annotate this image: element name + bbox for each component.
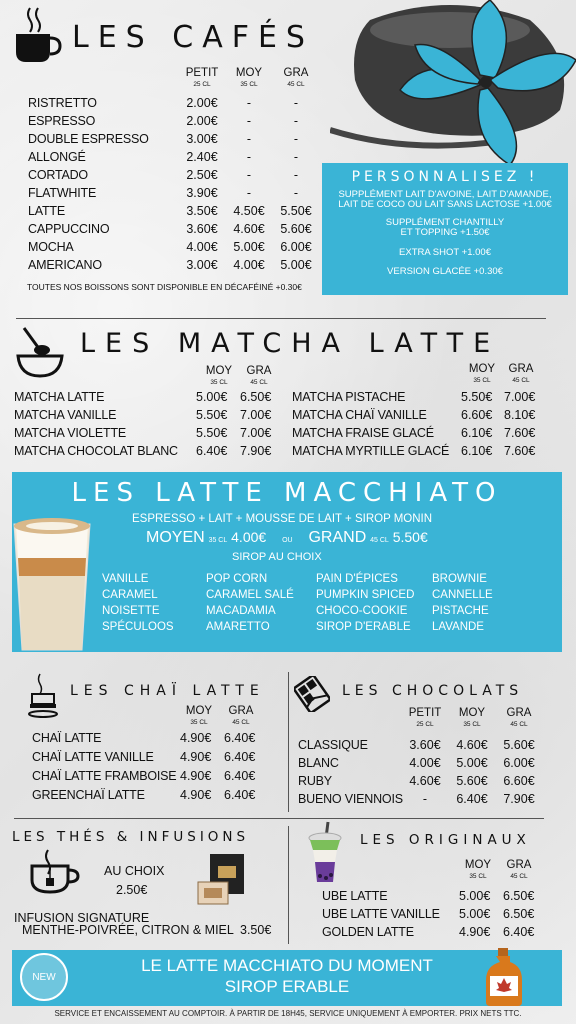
matcha-left-header-gra: GRA 45 CL [246,365,272,386]
cafes-item-name: LATTE [28,204,65,218]
chocolats-item-price-petit: 3.60€ [409,738,441,752]
chocolats-title: LES CHOCOLATS [342,683,524,699]
syrup-option: PAIN D'ÉPICES [316,573,398,585]
coffee-cup-icon [10,4,64,66]
matcha-item-name: MATCHA PISTACHE [292,390,406,404]
syrup-option: AMARETTO [206,621,270,633]
chai-item-price-moy: 4.90€ [180,769,212,783]
cafes-item-price-petit: 3.90€ [186,186,218,200]
cafes-item-price-moy: 4.00€ [233,258,265,272]
cafes-decaf-note: TOUTES NOS BOISSONS SONT DISPONIBLE EN DÉCAFÉINÉ +0.30€ [27,282,302,292]
chai-item-name: CHAÏ LATTE [32,731,102,745]
cafes-item-price-petit: 3.00€ [186,258,218,272]
syrup-option: PUMPKIN SPICED [316,589,415,601]
cafes-item-price-moy: - [246,168,252,182]
personnalisez-line-glacee: VERSION GLACÉE +0.30€ [387,266,503,277]
syrup-option: NOISETTE [102,605,160,617]
divider-cafes [16,318,546,319]
matcha-right-header-gra: GRA 45 CL [508,363,534,384]
chai-item-name: CHAÏ LATTE VANILLE [32,750,154,764]
chocolats-item-price-petit: - [422,792,428,806]
syrup-option: CARAMEL [102,589,158,601]
chai-item-price-gra: 6.40€ [224,769,256,783]
chai-item-price-gra: 6.40€ [224,788,256,802]
chai-item-price-moy: 4.90€ [180,750,212,764]
chocolats-item-price-gra: 6.60€ [503,774,535,788]
cafes-item-name: RISTRETTO [28,96,97,110]
personnalisez-title: PERSONNALISEZ ! [351,169,539,185]
thes-signature-line2: MENTHE-POIVRÉE, CITRON & MIEL [22,923,234,937]
syrup-option: PISTACHE [432,605,489,617]
syrup-option: MACADAMIA [206,605,276,617]
thes-au-choix: AU CHOIX [104,864,165,878]
bubble-tea-cup-icon [304,820,346,886]
chai-item-price-gra: 6.40€ [224,750,256,764]
matcha-whisk-bowl-icon [14,324,66,380]
chocolats-header-petit: PETIT 25 CL [408,707,442,728]
originaux-title: LES ORIGINAUX [360,832,531,848]
originaux-item-name: GOLDEN LATTE [322,925,414,939]
personnalisez-panel [322,163,568,295]
cafes-item-price-petit: 3.00€ [186,132,218,146]
chai-header-gra: GRA 45 CL [228,705,254,726]
cafes-item-name: MOCHA [28,240,74,254]
macchiato-grand-label: GRAND [308,529,367,546]
decor-cup-flower-illustration [330,0,576,175]
divider-vertical-lower [288,826,289,944]
macchiato-grand-price: 5.50€ [392,529,428,545]
maple-syrup-bottle-image [482,946,526,1008]
matcha-item-price-gra: 7.90€ [240,444,272,458]
matcha-item-price-gra: 7.60€ [504,426,536,440]
cafes-item-price-moy: - [246,150,252,164]
chocolats-item-price-petit: 4.60€ [409,774,441,788]
macchiato-moyen-size: 35 CL [208,537,228,544]
footer-notice: SERVICE ET ENCAISSEMENT AU COMPTOIR. À PARTIR DE 18H45, SERVICE UNIQUEMENT À EMPORTER. PRIX NETS TTC. [54,1009,522,1018]
cafes-item-price-gra: - [293,150,299,164]
cafes-header-petit: PETIT 25 CL [185,67,219,88]
cafes-item-price-moy: 5.00€ [233,240,265,254]
syrup-option: SIROP D'ERABLE [316,621,411,633]
macchiato-description: ESPRESSO + LAIT + MOUSSE DE LAIT + SIROP MONIN [132,513,433,525]
chai-header-moy: MOY 35 CL [185,705,213,726]
cafes-item-name: ALLONGÉ [28,150,86,164]
syrup-option: CANNELLE [432,589,493,601]
chai-item-price-moy: 4.90€ [180,731,212,745]
macchiato-sizes [146,529,428,547]
cafes-item-price-gra: - [293,186,299,200]
personnalisez-line-chantilly: SUPPLÉMENT CHANTILLY ET TOPPING +1.50€ [385,217,505,238]
chocolats-item-price-moy: 5.60€ [456,774,488,788]
chai-item-price-moy: 4.90€ [180,788,212,802]
matcha-item-name: MATCHA MYRTILLE GLACÉ [292,444,450,458]
macchiato-moyen-label: MOYEN [146,529,205,546]
matcha-item-price-gra: 7.60€ [504,444,536,458]
matcha-item-name: MATCHA LATTE [14,390,105,404]
originaux-item-name: UBE LATTE VANILLE [322,907,440,921]
macchiato-moyen-price: 4.00€ [231,529,267,545]
cafes-item-price-moy: - [246,114,252,128]
originaux-item-price-moy: 4.90€ [459,925,491,939]
cafes-header-gra: GRA 45 CL [283,67,309,88]
matcha-item-price-moy: 5.50€ [461,390,493,404]
chocolats-item-price-gra: 5.60€ [503,738,535,752]
matcha-item-price-moy: 6.10€ [461,426,493,440]
chai-cup-icon [26,672,60,718]
originaux-item-name: UBE LATTE [322,889,388,903]
originaux-header-moy: MOY 35 CL [464,859,492,880]
chocolats-item-price-gra: 6.00€ [503,756,535,770]
chocolats-item-price-petit: 4.00€ [409,756,441,770]
divider-lower [14,818,544,819]
chocolats-header-gra: GRA 45 CL [506,707,532,728]
moment-line1: LE LATTE MACCHIATO DU MOMENT [141,956,433,975]
cafes-item-price-petit: 4.00€ [186,240,218,254]
personnalisez-line-milk: SUPPLÉMENT LAIT D'AVOINE, LAIT D'AMANDE, LAIT DE COCO OU LAIT SANS LACTOSE +1.00€ [338,189,552,210]
thes-signature-line1: INFUSION SIGNATURE [14,911,150,925]
cafes-item-price-petit: 3.50€ [186,204,218,218]
cafes-item-price-petit: 3.60€ [186,222,218,236]
matcha-item-price-moy: 5.50€ [196,408,228,422]
cafes-item-name: AMERICANO [28,258,102,272]
syrup-option: LAVANDE [432,621,484,633]
teacup-icon [28,848,80,900]
cafes-item-price-gra: 5.00€ [280,258,312,272]
matcha-left-header-moy: MOY 35 CL [205,365,233,386]
chocolats-item-name: BUENO VIENNOIS [298,792,403,806]
matcha-item-price-moy: 5.50€ [196,426,228,440]
divider-vertical-middle [288,672,289,812]
cafes-item-price-petit: 2.50€ [186,168,218,182]
matcha-item-price-moy: 5.00€ [196,390,228,404]
personnalisez-line-shot: EXTRA SHOT +1.00€ [399,247,491,258]
cafes-item-price-gra: - [293,114,299,128]
originaux-item-price-gra: 6.50€ [503,889,535,903]
cafes-item-name: FLATWHITE [28,186,97,200]
matcha-item-name: MATCHA VANILLE [14,408,117,422]
cafes-item-price-gra: 5.50€ [280,204,312,218]
cafes-item-price-gra: 6.00€ [280,240,312,254]
matcha-item-price-gra: 8.10€ [504,408,536,422]
cafes-item-name: CAPPUCCINO [28,222,110,236]
originaux-header-gra: GRA 45 CL [506,859,532,880]
cafes-item-price-gra: - [293,168,299,182]
syrup-option: CHOCO-COOKIE [316,605,408,617]
new-badge-label: NEW [32,971,56,983]
matcha-item-price-gra: 6.50€ [240,390,272,404]
cafes-item-price-gra: - [293,132,299,146]
cafes-item-price-petit: 2.00€ [186,96,218,110]
cafes-item-price-gra: 5.60€ [280,222,312,236]
cafes-item-price-moy: 4.60€ [233,222,265,236]
thes-au-choix-price: 2.50€ [116,883,148,897]
matcha-item-price-gra: 7.00€ [504,390,536,404]
cafes-header-moy: MOY 35 CL [235,67,263,88]
matcha-item-name: MATCHA CHOCOLAT BLANC [14,444,178,458]
syrup-option: SPÉCULOOS [102,621,174,633]
macchiato-ou: OU [282,537,293,544]
matcha-right-header-moy: MOY 35 CL [468,363,496,384]
cafes-item-name: CORTADO [28,168,88,182]
chocolats-item-price-moy: 5.00€ [456,756,488,770]
matcha-item-price-moy: 6.10€ [461,444,493,458]
matcha-item-price-moy: 6.40€ [196,444,228,458]
chocolats-header-moy: MOY 35 CL [458,707,486,728]
thes-title: LES THÉS & INFUSIONS [12,829,250,845]
originaux-item-price-gra: 6.50€ [503,907,535,921]
matcha-title: LES MATCHA LATTE [80,328,501,359]
cafes-item-name: DOUBLE ESPRESSO [28,132,149,146]
matcha-item-price-gra: 7.00€ [240,426,272,440]
matcha-item-name: MATCHA CHAÏ VANILLE [292,408,427,422]
chocolats-item-price-moy: 4.60€ [456,738,488,752]
chai-title: LES CHAÏ LATTE [70,683,265,699]
originaux-item-price-gra: 6.40€ [503,925,535,939]
chocolats-item-price-moy: 6.40€ [456,792,488,806]
matcha-item-price-moy: 6.60€ [461,408,493,422]
chocolats-item-name: CLASSIQUE [298,738,368,752]
syrup-option: POP CORN [206,573,268,585]
matcha-item-price-gra: 7.00€ [240,408,272,422]
cafes-title: LES CAFÉS [72,20,314,55]
originaux-item-price-moy: 5.00€ [459,889,491,903]
chocolats-item-price-gra: 7.90€ [503,792,535,806]
chocolats-item-name: BLANC [298,756,339,770]
thes-signature-price: 3.50€ [240,923,272,937]
moment-line2: SIROP ERABLE [224,977,350,996]
chocolate-bar-icon [294,676,330,712]
cafes-item-price-moy: - [246,186,252,200]
macchiato-title: LES LATTE MACCHIATO [71,478,503,508]
cafes-item-price-petit: 2.00€ [186,114,218,128]
cafes-item-price-petit: 2.40€ [186,150,218,164]
chai-item-price-gra: 6.40€ [224,731,256,745]
cafes-item-price-gra: - [293,96,299,110]
cafes-item-price-moy: 4.50€ [233,204,265,218]
chai-item-name: GREENCHAÏ LATTE [32,788,145,802]
cafes-item-name: ESPRESSO [28,114,96,128]
matcha-item-name: MATCHA VIOLETTE [14,426,127,440]
macchiato-grand-size: 45 CL [370,537,389,544]
cafes-item-price-moy: - [246,96,252,110]
macchiato-sirop-au-choix: SIROP AU CHOIX [232,551,322,563]
syrup-option: VANILLE [102,573,149,585]
syrup-option: CARAMEL SALÉ [206,589,294,601]
cafes-item-price-moy: - [246,132,252,146]
syrup-option: BROWNIE [432,573,487,585]
tea-box-image [194,852,254,908]
latte-macchiato-glass-image [4,514,100,654]
matcha-item-name: MATCHA FRAISE GLACÉ [292,426,434,440]
originaux-item-price-moy: 5.00€ [459,907,491,921]
chocolats-item-name: RUBY [298,774,332,788]
chai-item-name: CHAÏ LATTE FRAMBOISE [32,769,177,783]
